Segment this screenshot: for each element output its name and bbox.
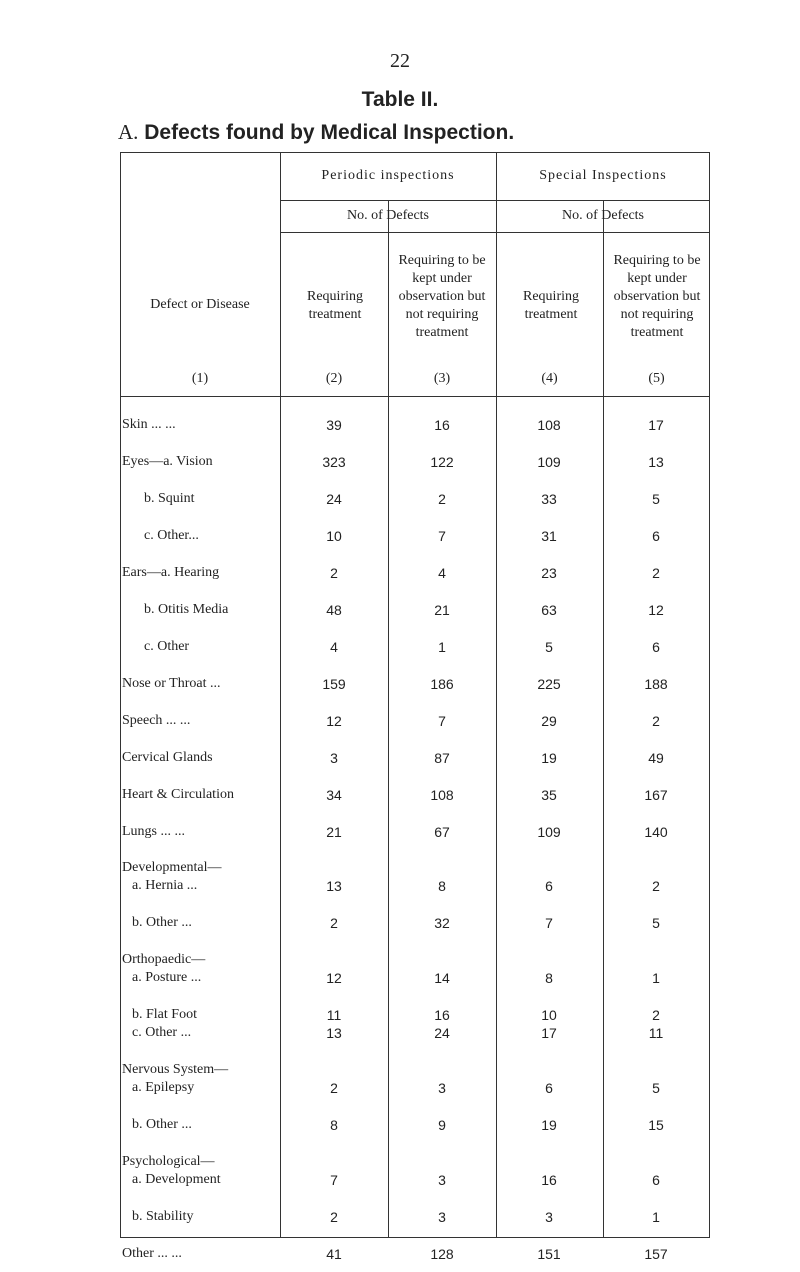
- row-value: 108: [430, 787, 454, 803]
- no-defects-special: No. of Defects: [561, 208, 645, 223]
- row-value: 128: [430, 1246, 454, 1262]
- row-value: 6: [545, 1080, 553, 1096]
- row-value: 5: [652, 915, 660, 931]
- row-label: a. Posture ...: [132, 970, 202, 985]
- no-defects-periodic: No. of Defects: [346, 208, 430, 223]
- col-divider-1: [280, 152, 281, 1238]
- row-value: 31: [541, 528, 557, 544]
- row-value: 7: [330, 1172, 338, 1188]
- row-value: 2: [652, 565, 660, 581]
- row-value: 24: [434, 1025, 450, 1041]
- row-value: 323: [322, 454, 346, 470]
- row-value: 17: [541, 1025, 557, 1041]
- header-rule-1: [280, 200, 710, 201]
- table-top-rule: [120, 152, 710, 153]
- row-label: Skin ... ...: [122, 417, 176, 432]
- row-value: 16: [434, 417, 450, 433]
- row-value: 5: [545, 639, 553, 655]
- row-value: 1: [652, 1209, 660, 1225]
- row-value: 87: [434, 750, 450, 766]
- col-number-4: (4): [541, 371, 558, 386]
- row-label: a. Development: [132, 1172, 221, 1187]
- row-label: b. Flat Foot: [132, 1007, 197, 1022]
- row-value: 16: [541, 1172, 557, 1188]
- special-inspections-header: Special Inspections: [539, 168, 667, 183]
- row-value: 122: [430, 454, 454, 470]
- row-value: 7: [545, 915, 553, 931]
- periodic-observation-header: Requiring to be kept under observation but not requiring treatment: [398, 253, 486, 340]
- row-value: 6: [652, 528, 660, 544]
- row-value: 108: [537, 417, 561, 433]
- row-value: 188: [644, 676, 668, 692]
- row-value: 14: [434, 970, 450, 986]
- header-rule-3: [120, 396, 710, 397]
- row-value: 4: [330, 639, 338, 655]
- defect-column-header: Defect or Disease: [150, 297, 250, 312]
- row-value: 5: [652, 1080, 660, 1096]
- row-value: 151: [537, 1246, 561, 1262]
- row-value: 186: [430, 676, 454, 692]
- row-value: 17: [648, 417, 664, 433]
- row-value: 39: [326, 417, 342, 433]
- row-label: b. Otitis Media: [144, 602, 229, 617]
- row-value: 159: [322, 676, 346, 692]
- row-value: 49: [648, 750, 664, 766]
- row-value: 10: [541, 1007, 557, 1023]
- row-value: 33: [541, 491, 557, 507]
- row-label: Other ... ...: [122, 1246, 182, 1261]
- row-label: Lungs ... ...: [122, 824, 185, 839]
- row-value: 34: [326, 787, 342, 803]
- table-bottom-rule: [120, 1237, 710, 1238]
- row-value: 16: [434, 1007, 450, 1023]
- row-label: Nose or Throat ...: [122, 676, 221, 691]
- table-subtitle: [118, 120, 514, 145]
- row-value: 24: [326, 491, 342, 507]
- row-label: b. Stability: [132, 1209, 194, 1224]
- row-value: 8: [545, 970, 553, 986]
- row-value: 8: [330, 1117, 338, 1133]
- row-value: 6: [545, 878, 553, 894]
- header-rule-2: [280, 232, 710, 233]
- row-value: 19: [541, 1117, 557, 1133]
- special-treatment-header: Requiring treatment: [523, 289, 579, 322]
- col-number-3: (3): [433, 371, 451, 386]
- row-label: b. Other ...: [132, 1117, 192, 1132]
- row-value: 5: [652, 491, 660, 507]
- row-value: 29: [541, 713, 557, 729]
- row-value: 23: [541, 565, 557, 581]
- row-value: 3: [438, 1172, 446, 1188]
- col-number-5: (5): [648, 371, 665, 386]
- special-observation-header: Requiring to be kept under observation but not requiring treatment: [613, 253, 701, 340]
- row-value: 157: [644, 1246, 668, 1262]
- row-value: 32: [434, 915, 450, 931]
- row-value: 35: [541, 787, 557, 803]
- row-value: 2: [652, 713, 660, 729]
- col-divider-2: [388, 200, 389, 1238]
- row-label: c. Other: [144, 639, 190, 654]
- row-value: 21: [326, 824, 342, 840]
- row-value: 2: [652, 1007, 660, 1023]
- row-value: 13: [648, 454, 664, 470]
- page-number: 22: [390, 50, 410, 72]
- table-left-rule: [120, 152, 121, 1238]
- row-value: 8: [438, 878, 446, 894]
- table-title: Table II.: [361, 88, 439, 111]
- row-label: Orthopaedic—: [122, 952, 206, 967]
- row-label: Ears—a. Hearing: [122, 565, 220, 580]
- row-value: 2: [652, 878, 660, 894]
- row-label: a. Epilepsy: [132, 1080, 195, 1095]
- row-value: 12: [326, 970, 342, 986]
- row-value: 4: [438, 565, 446, 581]
- col-divider-3: [496, 152, 497, 1238]
- row-value: 6: [652, 1172, 660, 1188]
- row-value: 6: [652, 639, 660, 655]
- row-value: 13: [326, 1025, 342, 1041]
- row-value: 15: [648, 1117, 664, 1133]
- row-label: a. Hernia ...: [132, 878, 198, 893]
- row-label: Nervous System—: [122, 1062, 229, 1077]
- row-label: Cervical Glands: [122, 750, 213, 765]
- row-value: 2: [330, 565, 338, 581]
- row-label: c. Other ...: [132, 1025, 192, 1040]
- row-value: 13: [326, 878, 342, 894]
- row-value: 3: [545, 1209, 553, 1225]
- row-label: b. Other ...: [132, 915, 192, 930]
- row-label: Speech ... ...: [122, 713, 191, 728]
- row-value: 11: [648, 1025, 664, 1041]
- subtitle-prefix: A.: [118, 120, 139, 144]
- row-value: 21: [434, 602, 450, 618]
- col-divider-4: [603, 200, 604, 1238]
- col-number-2: (2): [325, 371, 343, 386]
- row-value: 67: [434, 824, 450, 840]
- row-label: b. Squint: [144, 491, 195, 506]
- row-value: 7: [438, 713, 446, 729]
- periodic-inspections-header: Periodic inspections: [321, 168, 455, 183]
- row-label: Developmental—: [122, 860, 222, 875]
- row-value: 1: [438, 639, 446, 655]
- row-label: Psychological—: [122, 1154, 215, 1169]
- subtitle-text: Defects found by Medical Inspection.: [144, 121, 515, 144]
- row-value: 48: [326, 602, 342, 618]
- table-right-rule: [709, 152, 710, 1238]
- row-value: 9: [438, 1117, 446, 1133]
- row-label: c. Other...: [144, 528, 199, 543]
- row-value: 2: [438, 491, 446, 507]
- row-value: 2: [330, 1080, 338, 1096]
- row-value: 3: [438, 1080, 446, 1096]
- row-value: 1: [652, 970, 660, 986]
- row-value: 41: [326, 1246, 342, 1262]
- periodic-treatment-header: Requiring treatment: [307, 289, 363, 322]
- row-value: 2: [330, 1209, 338, 1225]
- row-value: 63: [541, 602, 557, 618]
- row-label: Heart & Circulation: [122, 787, 234, 802]
- row-label: Eyes—a. Vision: [122, 454, 213, 469]
- col-number-1: (1): [191, 371, 209, 386]
- row-value: 167: [644, 787, 668, 803]
- row-value: 12: [648, 602, 664, 618]
- row-value: 2: [330, 915, 338, 931]
- row-value: 10: [326, 528, 342, 544]
- row-value: 7: [438, 528, 446, 544]
- row-value: 3: [330, 750, 338, 766]
- row-value: 109: [537, 454, 561, 470]
- row-value: 225: [537, 676, 561, 692]
- row-value: 140: [644, 824, 668, 840]
- row-value: 3: [438, 1209, 446, 1225]
- row-value: 109: [537, 824, 561, 840]
- row-value: 19: [541, 750, 557, 766]
- row-value: 12: [326, 713, 342, 729]
- row-value: 11: [326, 1007, 342, 1023]
